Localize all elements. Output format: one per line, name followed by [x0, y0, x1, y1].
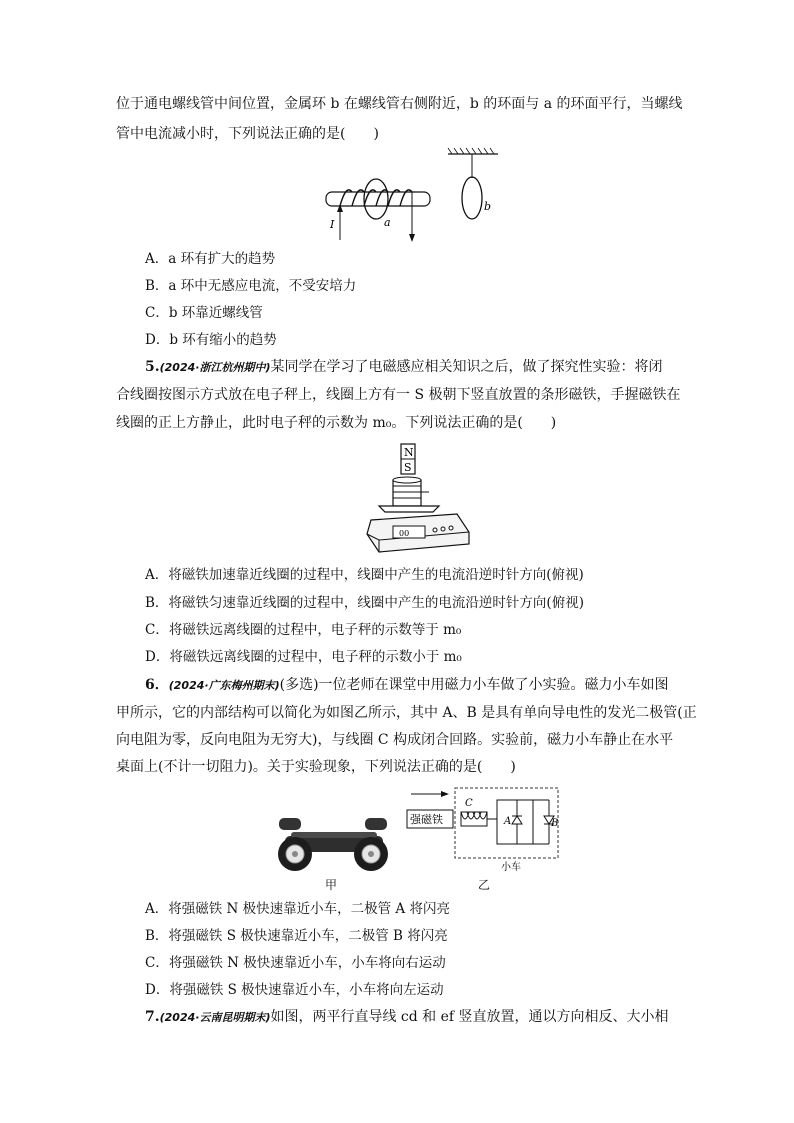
q4-option-c: C．b 环靠近螺线管	[145, 305, 263, 321]
label-B: B	[551, 818, 559, 829]
q6-car-photo	[265, 812, 400, 874]
q5-stem-line-1: 5.(2024·浙江杭州期中)某同学在学习了电磁感应相关知识之后，做了探究性实验：将闭	[145, 359, 663, 375]
q5-option-d: D．将磁铁远离线圈的过程中，电子秤的示数小于 m₀	[145, 649, 462, 665]
q4-option-b: B．a 环中无感应电流，不受安培力	[145, 278, 357, 294]
q4-stem-line-1: 位于通电螺线管中间位置，金属环 b 在螺线管右侧附近，b 的环面与 a 的环面平行，当螺线	[116, 96, 683, 112]
q6-option-d: D．将强磁铁 S 极快速靠近小车，小车将向左运动	[145, 982, 444, 998]
q6-stem-line-1: 6．(2024·广东梅州期末)(多选)一位老师在课堂中用磁力小车做了小实验。磁力小车如图	[145, 677, 669, 693]
label-a: a	[384, 216, 391, 229]
q6-stem-line-3: 向电阻为零，反向电阻为无穷大)，与线圈 C 构成闭合回路。实验前，磁力小车静止在水平	[116, 732, 674, 748]
label-b: b	[484, 200, 492, 213]
caption-yi: 乙	[478, 878, 491, 892]
q4-option-d: D．b 环有缩小的趋势	[145, 332, 277, 348]
label-A: A	[504, 816, 512, 827]
scale-display: 00	[399, 529, 410, 538]
q5-scale-figure	[365, 440, 475, 556]
label-C: C	[465, 798, 473, 809]
label-I: I	[330, 218, 335, 231]
magnet-N: N	[404, 446, 414, 459]
q4-solenoid-figure	[320, 146, 500, 246]
q5-option-b: B．将磁铁匀速靠近线圈的过程中，线圈中产生的电流沿逆时针方向(俯视)	[145, 595, 584, 611]
q6-circuit-diagram	[405, 786, 560, 876]
caption-jia: 甲	[325, 878, 338, 892]
q6-stem-line-2: 甲所示，它的内部结构可以简化为如图乙所示，其中 A、B 是具有单向导电性的发光二极管(正	[116, 705, 697, 721]
q4-stem-line-2: 管中电流减小时，下列说法正确的是( )	[116, 126, 379, 142]
q5-option-a: A．将磁铁加速靠近线圈的过程中，线圈中产生的电流沿逆时针方向(俯视)	[145, 567, 584, 583]
magnet-label: 强磁铁	[410, 813, 443, 826]
car-label: 小车	[501, 862, 521, 873]
q6-option-c: C．将强磁铁 N 极快速靠近小车，小车将向右运动	[145, 955, 446, 971]
q5-stem-line-3: 线圈的正上方静止，此时电子秤的示数为 m₀。下列说法正确的是( )	[116, 415, 557, 431]
q5-stem-line-2: 合线圈按图示方式放在电子秤上，线圈上方有一 S 极朝下竖直放置的条形磁铁，手握磁铁在	[116, 387, 681, 403]
q6-option-a: A．将强磁铁 N 极快速靠近小车，二极管 A 将闪亮	[145, 901, 450, 917]
magnet-S: S	[404, 461, 412, 474]
q5-option-c: C．将磁铁远离线圈的过程中，电子秤的示数等于 m₀	[145, 622, 462, 638]
q4-option-a: A．a 环有扩大的趋势	[145, 251, 276, 267]
q7-stem-line-1: 7.(2024·云南昆明期末)如图，两平行直导线 cd 和 ef 竖直放置，通以方向相反、大小相	[145, 1009, 669, 1025]
q6-option-b: B．将强磁铁 S 极快速靠近小车，二极管 B 将闪亮	[145, 928, 448, 944]
q6-stem-line-4: 桌面上(不计一切阻力)。关于实验现象，下列说法正确的是( )	[116, 759, 516, 775]
